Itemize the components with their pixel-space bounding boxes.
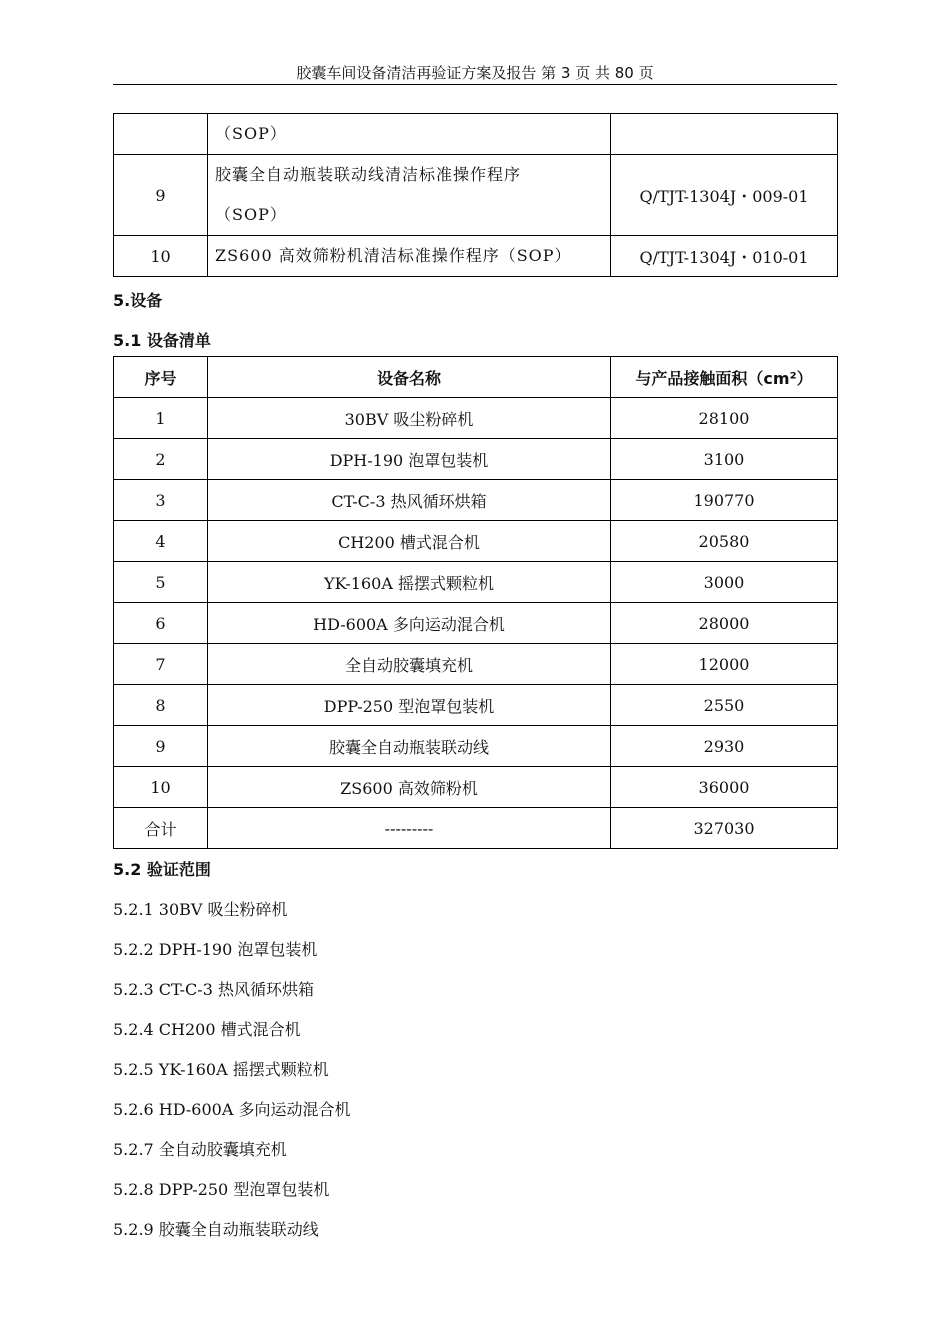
section-5-1-heading: 5.1 设备清单 [113, 331, 211, 350]
sop-name-line: （SOP） [215, 124, 287, 143]
table-row [114, 521, 838, 562]
sop-name [208, 155, 611, 236]
equipment-no: 1 [114, 398, 208, 439]
equipment-no: 2 [114, 439, 208, 480]
sop-table [113, 113, 838, 277]
page-header: 胶囊车间设备清洁再验证方案及报告 第 3 页 共 80 页 [113, 62, 837, 85]
equipment-no: 合计 [114, 808, 208, 849]
contact-area: 190770 [611, 480, 838, 521]
scope-item: 5.2.9 胶囊全自动瓶装联动线 [113, 1220, 319, 1239]
equipment-no: 7 [114, 644, 208, 685]
sop-name-line: （SOP） [215, 205, 287, 224]
table-row [114, 439, 838, 480]
equipment-no: 5 [114, 562, 208, 603]
equipment-name: CT-C-3 热风循环烘箱 [208, 480, 611, 521]
scope-item: 5.2.4 CH200 槽式混合机 [113, 1020, 301, 1039]
equipment-name: HD-600A 多向运动混合机 [208, 603, 611, 644]
contact-area: 3100 [611, 439, 838, 480]
table-row [114, 236, 838, 277]
table-row [114, 398, 838, 439]
equipment-name: DPP-250 型泡罩包装机 [208, 685, 611, 726]
sop-name-line: 胶囊全自动瓶装联动线清洁标准操作程序 [215, 165, 522, 184]
scope-item: 5.2.1 30BV 吸尘粉碎机 [113, 900, 288, 919]
sop-code: Q/TJT-1304J・010-01 [611, 236, 838, 277]
table-row [114, 808, 838, 849]
table-row [114, 644, 838, 685]
col-header-name: 设备名称 [208, 357, 611, 398]
equipment-name: --------- [208, 808, 611, 849]
equipment-name: 全自动胶囊填充机 [208, 644, 611, 685]
equipment-no: 4 [114, 521, 208, 562]
equipment-name: ZS600 高效筛粉机 [208, 767, 611, 808]
equipment-no: 10 [114, 767, 208, 808]
col-header-area: 与产品接触面积（cm²） [611, 357, 838, 398]
contact-area: 327030 [611, 808, 838, 849]
table-row [114, 685, 838, 726]
equipment-table [113, 356, 838, 849]
equipment-no: 6 [114, 603, 208, 644]
equipment-no: 3 [114, 480, 208, 521]
sop-name-line: ZS600 高效筛粉机清洁标准操作程序（SOP） [215, 246, 572, 265]
equipment-no: 8 [114, 685, 208, 726]
sop-no: 10 [114, 236, 208, 277]
contact-area: 12000 [611, 644, 838, 685]
sop-name [208, 236, 611, 277]
col-header-no: 序号 [114, 357, 208, 398]
equipment-name: YK-160A 摇摆式颗粒机 [208, 562, 611, 603]
contact-area: 2930 [611, 726, 838, 767]
contact-area: 28000 [611, 603, 838, 644]
sop-no: 9 [114, 155, 208, 236]
contact-area: 20580 [611, 521, 838, 562]
contact-area: 3000 [611, 562, 838, 603]
sop-no [114, 114, 208, 155]
table-row [114, 480, 838, 521]
scope-item: 5.2.8 DPP-250 型泡罩包装机 [113, 1180, 330, 1199]
sop-code: Q/TJT-1304J・009-01 [611, 155, 838, 236]
table-row [114, 603, 838, 644]
section-5-2-heading: 5.2 验证范围 [113, 860, 211, 879]
table-row [114, 155, 838, 236]
table-row [114, 726, 838, 767]
section-5-heading: 5.设备 [113, 291, 163, 310]
scope-item: 5.2.2 DPH-190 泡罩包装机 [113, 940, 318, 959]
equipment-name: 30BV 吸尘粉碎机 [208, 398, 611, 439]
table-row [114, 767, 838, 808]
table-row [114, 114, 838, 155]
contact-area: 28100 [611, 398, 838, 439]
scope-item: 5.2.7 全自动胶囊填充机 [113, 1140, 287, 1159]
equipment-name: 胶囊全自动瓶装联动线 [208, 726, 611, 767]
equipment-name: DPH-190 泡罩包装机 [208, 439, 611, 480]
equipment-name: CH200 槽式混合机 [208, 521, 611, 562]
contact-area: 36000 [611, 767, 838, 808]
sop-name [208, 114, 611, 155]
contact-area: 2550 [611, 685, 838, 726]
scope-item: 5.2.3 CT-C-3 热风循环烘箱 [113, 980, 314, 999]
scope-item: 5.2.6 HD-600A 多向运动混合机 [113, 1100, 351, 1119]
sop-code [611, 114, 838, 155]
equipment-no: 9 [114, 726, 208, 767]
scope-item: 5.2.5 YK-160A 摇摆式颗粒机 [113, 1060, 329, 1079]
table-row [114, 562, 838, 603]
table-header-row [114, 357, 838, 398]
